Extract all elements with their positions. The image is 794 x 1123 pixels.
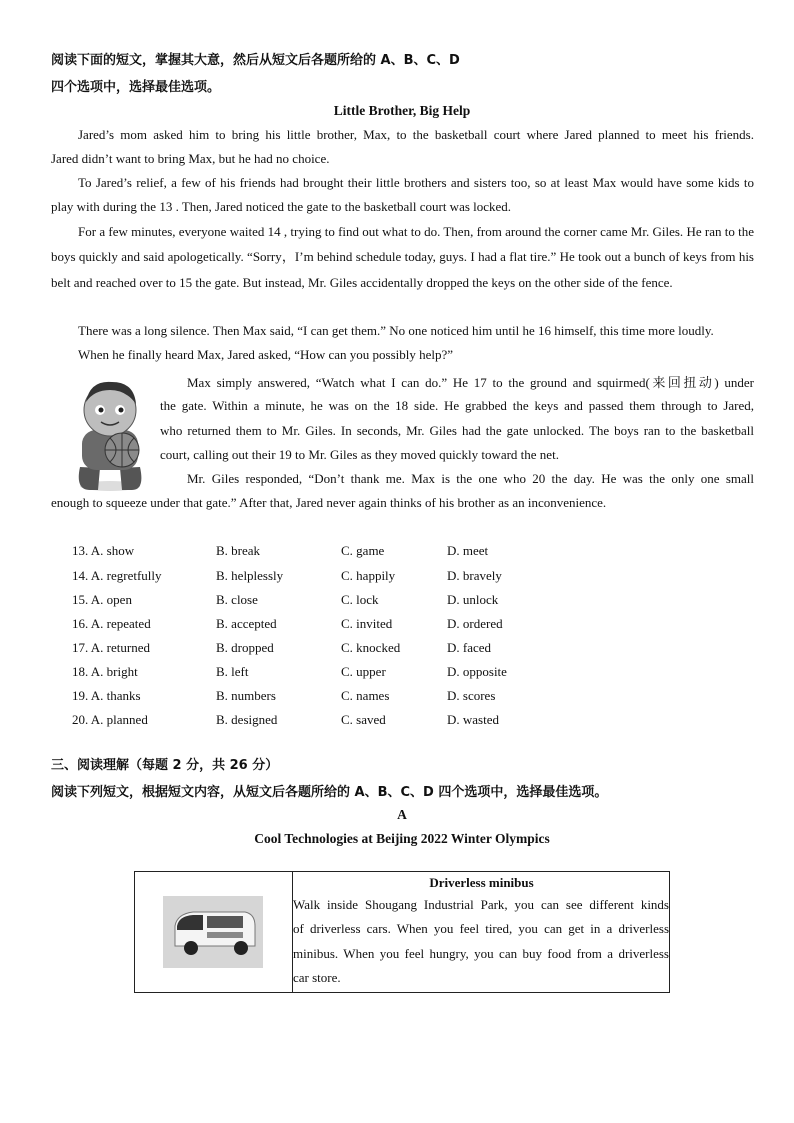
question-option-d: D. faced [447,640,492,655]
question-option-d: D. unlock [447,592,499,607]
question-option-c: C. invited [341,616,393,631]
question-option-b: B. close [216,592,258,607]
minibus-photo [163,896,263,968]
question-option-c: C. happily [341,568,396,583]
question-option-b: B. designed [216,712,278,727]
question-option-a: 14. A. regretfully [72,568,162,583]
table-text-line-2: of driverless cars. When you feel tired, you can get in a driverless [293,921,669,936]
question-option-c: C. lock [341,592,379,607]
paragraph-6-line-1: Max simply answered, “Watch what I can do.” He 17 to the ground and squirmed(来回扭动) under [187,375,754,390]
passage-title: Little Brother, Big Help [333,103,471,118]
paragraph-1-line-1: Jared’s mom asked him to bring his little brother, Max, to the basketball court where Jared planned to meet his friends. [78,127,754,142]
boy-with-basketball-illustration [60,372,160,492]
question-option-c: C. names [341,688,390,703]
question-option-a: 16. A. repeated [72,616,151,631]
table-row-title: Driverless minibus [429,875,534,890]
paragraph-6-line-2: the gate. Within a minute, he was on the 18 side. He grabbed the keys and passed them through to Jared, [160,398,754,413]
paragraph-2: To Jared’s relief, a few of his friends had brought their little brothers and sisters too, so at least Max would have some kids to play with during the 13 . Then, Jared noticed the gate to the basketball court was locked. [51,175,754,215]
question-option-d: D. scores [447,688,496,703]
paragraph-6-line-4: court, calling out their 19 to Mr. Giles as they moved quickly toward the net. [160,447,559,462]
instruction-line-2: 四个选项中，选择最佳选项。 [51,80,221,95]
question-option-c: C. knocked [341,640,401,655]
paragraph-1-line-2: Jared didn’t want to bring Max, but he had no choice. [51,151,330,166]
question-option-a: 20. A. planned [72,712,148,727]
question-option-b: B. break [216,543,261,558]
table-text-line-4: car store. [293,970,341,985]
paragraph-7-line-1: Mr. Giles responded, “Don’t thank me. Max is the one who 20 the day. He was the only one small [187,471,754,486]
section-instruction: 阅读下列短文，根据短文内容，从短文后各题所给的 A、B、C、D 四个选项中，选择最佳选项。 [51,785,608,800]
question-option-a: 19. A. thanks [72,688,141,703]
question-option-d: D. wasted [447,712,499,727]
paragraph-6-line-3: who returned them to Mr. Giles. In seconds, Mr. Giles had the gate unlocked. The boys ran to the basketball [160,423,754,438]
question-option-c: C. game [341,543,385,558]
paragraph-7-line-2: enough to squeeze under that gate.” After that, Jared never again thinks of his brother as an inconvenience. [51,495,607,510]
question-option-a: 15. A. open [72,592,132,607]
question-option-d: D. meet [447,543,489,558]
question-option-a: 17. A. returned [72,640,150,655]
question-option-d: D. ordered [447,616,503,631]
table-text-line-1: Walk inside Shougang Industrial Park, you can see different kinds [293,897,669,912]
table-text-line-3: minibus. When you feel hungry, you can buy food from a driverless [293,946,669,961]
question-option-b: B. helplessly [216,568,284,583]
section-heading: 三、阅读理解（每题 2 分，共 26 分） [51,758,279,773]
passage-letter: A [397,807,407,822]
question-option-b: B. numbers [216,688,276,703]
question-option-a: 13. A. show [72,543,135,558]
question-option-d: D. opposite [447,664,507,679]
question-option-b: B. left [216,664,249,679]
question-option-b: B. dropped [216,640,274,655]
question-option-c: C. saved [341,712,386,727]
passage-a-title: Cool Technologies at Beijing 2022 Winter Olympics [254,831,550,846]
paragraph-3: For a few minutes, everyone waited 14 , trying to find out what to do. Then, from around the corner came Mr. Giles. He ran to the boys quickly and said apologetically. “Sorry，I’m behind schedule today, guys. I had a flat tire.” He took out a bunch of keys from his belt and reached over to 15 the gate. But instead, Mr. Giles accidentally dropped the keys on the other side of the fence. [51,224,754,290]
paragraph-4: There was a long silence. Then Max said, “I can get them.” No one noticed him until he 16 himself, this time more loudly. [78,323,714,338]
paragraph-5: When he finally heard Max, Jared asked, “How can you possibly help?” [78,347,454,362]
question-option-a: 18. A. bright [72,664,138,679]
minibus-icon [163,896,263,968]
instruction-line-1: 阅读下面的短文，掌握其大意，然后从短文后各题所给的 A、B、C、D [51,53,460,68]
technology-table [134,871,670,993]
question-option-d: D. bravely [447,568,502,583]
question-option-b: B. accepted [216,616,277,631]
question-option-c: C. upper [341,664,386,679]
